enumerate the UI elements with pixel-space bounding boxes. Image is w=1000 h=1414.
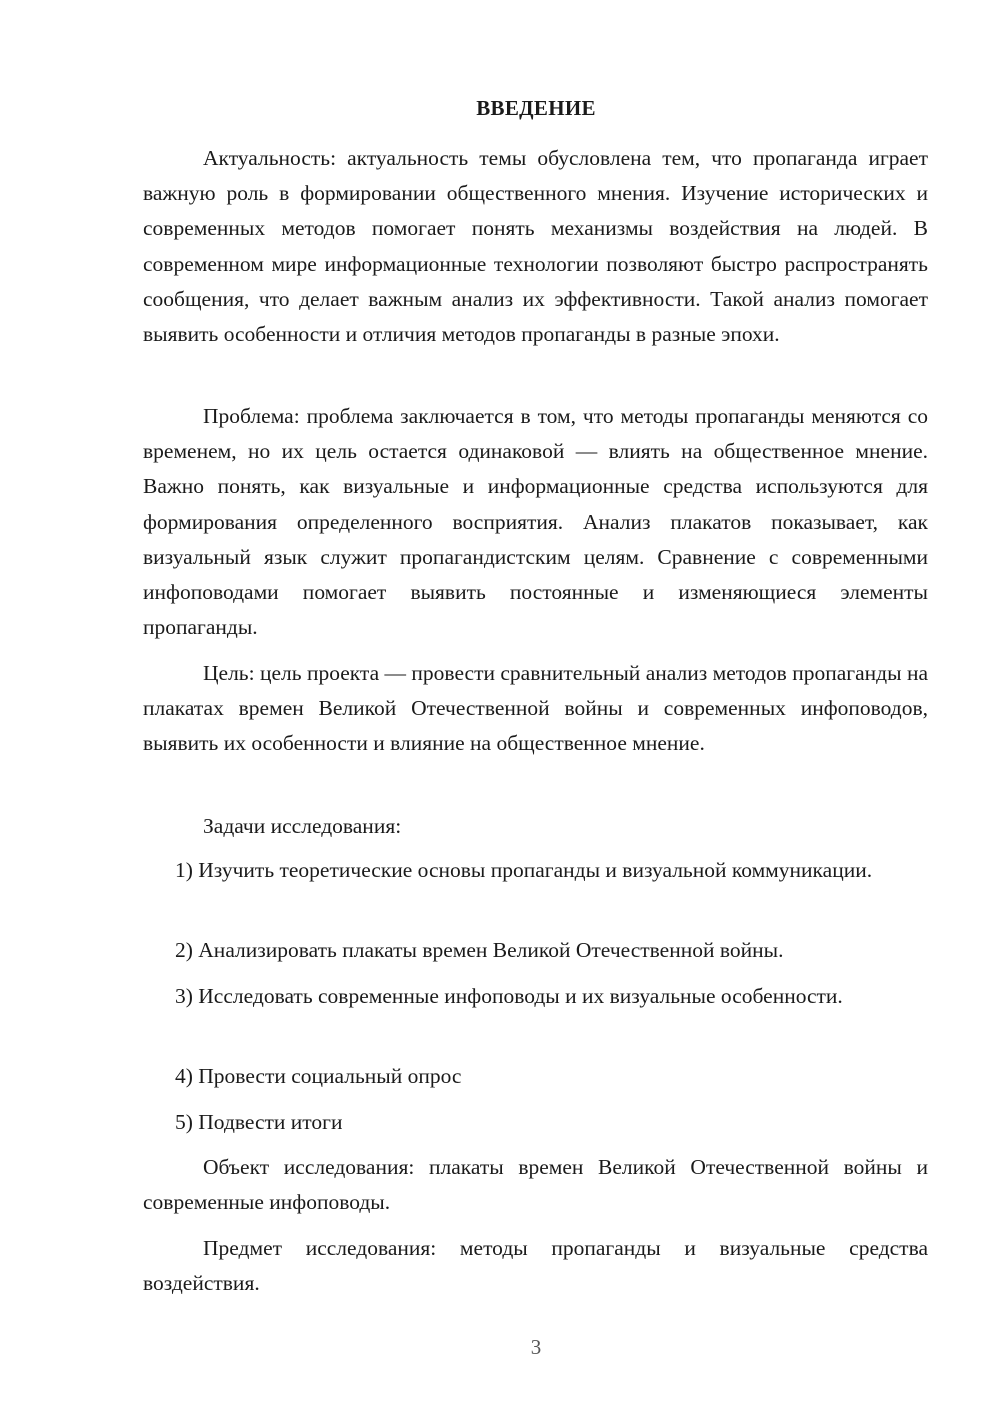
task-item-2: 2) Анализировать плакаты времен Великой Отечественной войны. [175, 938, 784, 962]
task-item-3: 3) Исследовать современные инфоповоды и их визуальные особенности. [175, 984, 843, 1008]
tasks-heading: Задачи исследования: [203, 814, 402, 838]
task-item-4: 4) Провести социальный опрос [175, 1064, 462, 1088]
paragraph-problem: Проблема: проблема заключается в том, что методы пропаганды меняются со временем, но их цель остается одинаковой — влиять на общественное мнение. Важно понять, как визуальные и информационные средства используются для формирования определенного восприятия. Анализ плакатов показывает, как визуальный язык служит пропагандистским целям. Сравнение с современными инфоповодами помогает выявить постоянные и изменяющиеся элементы пропаганды. [143, 404, 928, 640]
page-title: ВВЕДЕНИЕ [476, 96, 596, 120]
paragraph-object: Объект исследования: плакаты времен Великой Отечественной войны и современные инфоповоды. [143, 1155, 928, 1215]
task-item-1: 1) Изучить теоретические основы пропаганды и визуальной коммуникации. [175, 858, 873, 882]
paragraph-subject: Предмет исследования: методы пропаганды и визуальные средства воздействия. [143, 1236, 928, 1296]
paragraph-relevance: Актуальность: актуальность темы обусловлена тем, что пропаганда играет важную роль в формировании общественного мнения. Изучение исторических и современных методов помогает понять механизмы воздействия на людей. В современном мире информационные технологии позволяют быстро распространять сообщения, что делает важным анализ их эффективности. Такой анализ помогает выявить особенности и отличия методов пропаганды в разные эпохи. [143, 146, 928, 347]
task-item-5: 5) Подвести итоги [175, 1110, 343, 1134]
page-number: 3 [530, 1335, 542, 1359]
paragraph-goal: Цель: цель проекта — провести сравнительный анализ методов пропаганды на плакатах времен Великой Отечественной войны и современных инфоповодов, выявить их особенности и влияние на общественное мнение. [143, 661, 928, 756]
